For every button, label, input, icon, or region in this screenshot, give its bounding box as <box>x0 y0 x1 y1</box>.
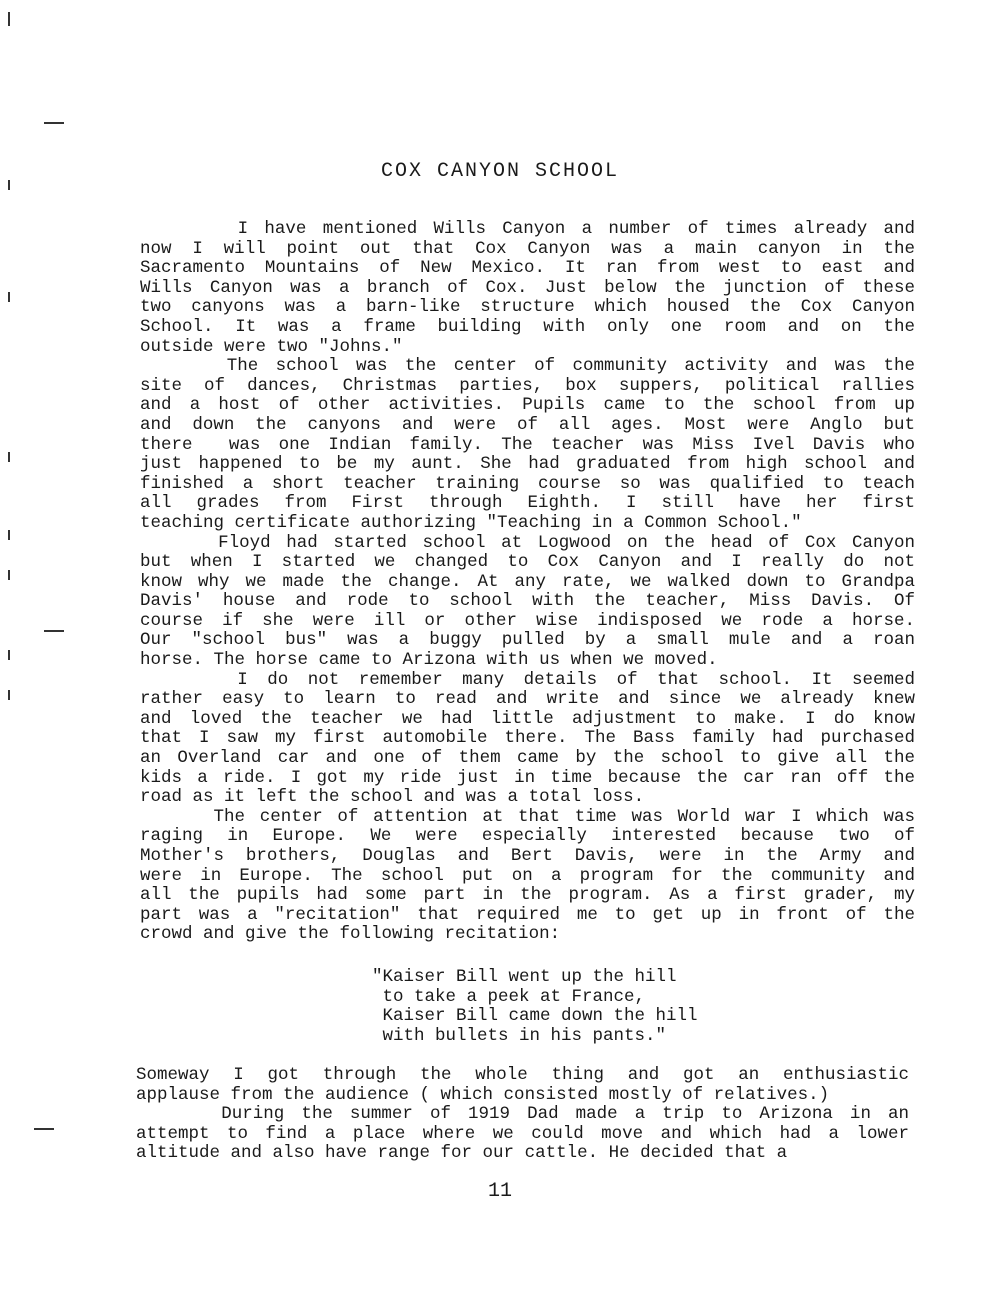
scan-mark <box>44 122 64 124</box>
text-line: attempt to find a place where we could move and which had a lower <box>136 1123 909 1144</box>
text-line: Floyd had started school at Logwood on the head of Cox Canyon <box>140 532 915 553</box>
text-line: and loved the teacher we had little adjustment to make. I do know <box>140 708 915 729</box>
poem-line: with bullets in his pants." <box>372 1025 667 1046</box>
text-line: that I saw my first automobile there. The Bass family had purchased <box>140 728 915 749</box>
text-line: Wills Canyon was a branch of Cox. Just below the junction of these <box>140 277 915 298</box>
text-line: Sacramento Mountains of New Mexico. It ran from west to east and <box>140 258 915 279</box>
text-line: raging in Europe. We were especially interested because two of <box>140 826 915 847</box>
text-line: now I will point out that Cox Canyon was a main canyon in the <box>140 238 915 259</box>
text-line: and down the canyons and were of all ages. Most were Anglo but <box>140 414 915 435</box>
scan-mark <box>8 570 10 580</box>
scan-mark <box>8 180 10 190</box>
text-line: crowd and give the following recitation: <box>140 924 561 945</box>
text-line: I do not remember many details of that school. It seemed <box>140 669 915 690</box>
text-line: Our "school bus" was a buggy pulled by a small mule and a roan <box>140 630 915 651</box>
text-line: rather easy to learn to read and write and since we already knew <box>140 689 915 710</box>
page-title: COX CANYON SCHOOL <box>380 160 620 183</box>
text-line: Someway I got through the whole thing and got an enthusiastic <box>136 1065 909 1085</box>
text-line: applause from the audience ( which consisted mostly of relatives.) <box>136 1084 830 1105</box>
text-line: were in Europe. The school put on a program for the community and <box>140 865 915 886</box>
text-line: know why we made the change. At any rate, we walked down to Grandpa <box>140 571 915 592</box>
text-line: there was one Indian family. The teacher was Miss Ivel Davis who <box>140 434 915 455</box>
text-line: all grades from First through Eighth. I still have her first <box>140 493 915 514</box>
page-number: 11 <box>487 1180 512 1203</box>
scan-mark <box>8 650 10 660</box>
text-line: and a host of other activities. Pupils came to the school from up <box>140 395 915 416</box>
poem-line: "Kaiser Bill went up the hill <box>372 967 677 987</box>
text-line: all the pupils had some part in the program. As a first grader, my <box>140 885 915 906</box>
text-line: road as it left the school and was a total loss. <box>140 787 645 808</box>
text-line: part was a "recitation" that required me to get up in front of the <box>140 904 915 925</box>
poem-line: to take a peek at France, <box>372 986 646 1007</box>
text-line: site of dances, Christmas parties, box suppers, political rallies <box>140 375 915 396</box>
poem-line: Kaiser Bill came down the hill <box>372 1006 698 1027</box>
scan-mark <box>34 1128 54 1130</box>
closing-text <box>136 1066 909 1164</box>
text-line: I have mentioned Wills Canyon a number of times already and <box>140 219 915 239</box>
text-line: outside were two "Johns." <box>140 336 403 357</box>
text-line: an Overland car and one of them came by the school to give all the <box>140 748 915 769</box>
text-line: horse. The horse came to Arizona with us when we moved. <box>140 650 718 671</box>
text-line: finished a short teacher training course so was qualified to teach <box>140 473 915 494</box>
text-line: course if she were ill or other wise indisposed we rode a horse. <box>140 610 915 631</box>
text-line: altitude and also have range for our cattle. He decided that a <box>136 1143 788 1164</box>
text-line: During the summer of 1919 Dad made a trip to Arizona in an <box>136 1104 909 1125</box>
text-line: School. It was a frame building with only one room and on the <box>140 316 915 337</box>
text-line: kids a ride. I got my ride just in time because the car ran off the <box>140 767 915 788</box>
poem-block <box>372 968 698 1046</box>
text-line: but when I started we changed to Cox Canyon and I really do not <box>140 552 915 573</box>
text-line: two canyons was a barn-like structure which housed the Cox Canyon <box>140 297 915 318</box>
body-text <box>140 220 915 945</box>
scan-mark <box>8 530 10 540</box>
text-line: Mother's brothers, Douglas and Bert Davis, were in the Army and <box>140 846 915 866</box>
scan-mark <box>8 292 10 302</box>
text-line: The center of attention at that time was World war I which was <box>140 806 915 827</box>
text-line: teaching certificate authorizing "Teaching in a Common School." <box>140 512 802 533</box>
text-line: The school was the center of community activity and was the <box>140 356 915 377</box>
scan-mark <box>8 690 10 700</box>
text-line: just happened to be my aunt. She had graduated from high school and <box>140 454 915 475</box>
scan-mark <box>44 630 64 632</box>
text-line: Davis' house and rode to school with the teacher, Miss Davis. Of <box>140 591 915 612</box>
scan-mark <box>8 452 10 462</box>
scan-mark <box>8 12 10 26</box>
